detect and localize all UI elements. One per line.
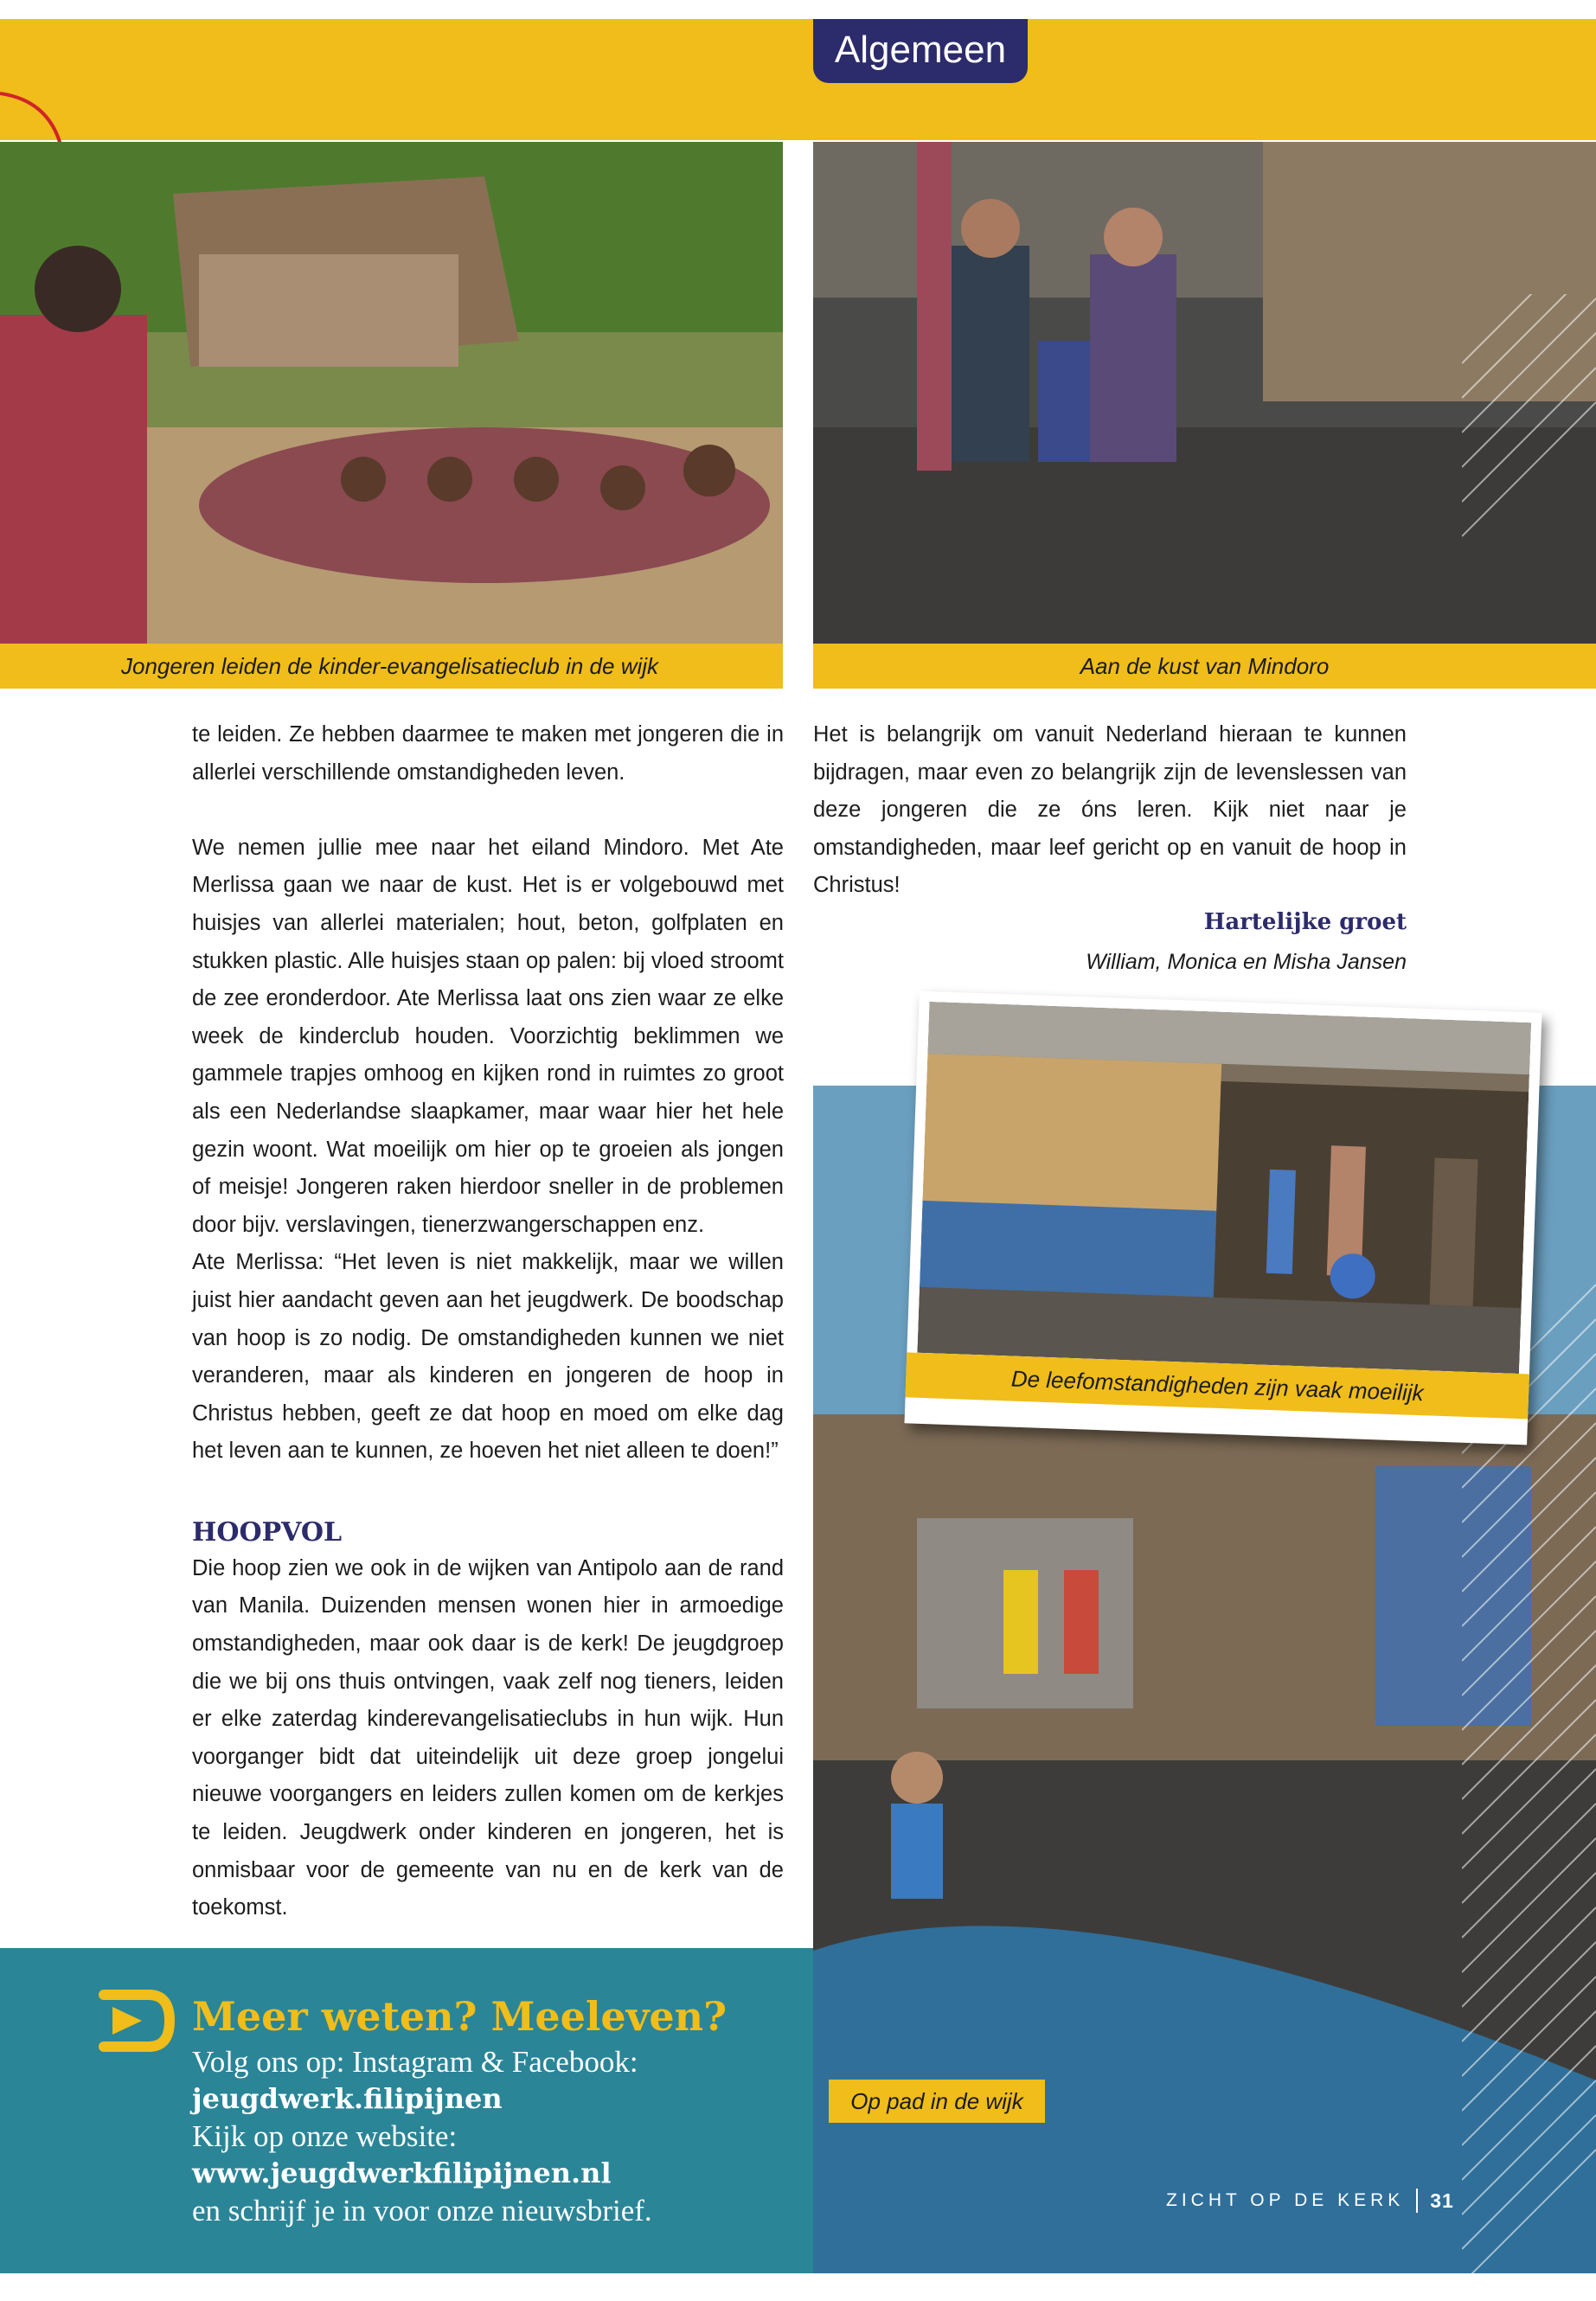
photo-kids-club [0,142,783,644]
paragraph: te leiden. Ze hebben daarmee te maken met jongeren die in allerlei verschillende omstandigheden leven. [192,722,784,785]
polaroid-frame [904,991,1542,1445]
author-names: William, Monica en Misha Jansen [1086,950,1407,974]
caption-photo1: Jongeren leiden de kinder-evangelisatieclub in de wijk [0,644,783,689]
magazine-name: ZICHT OP DE KERK [1166,2190,1405,2210]
promo-text [192,2043,798,2229]
caption-photo2: Aan de kust van Mindoro [813,644,1596,689]
paragraph: We nemen jullie mee naar het eiland Mindoro. Met Ate Merlissa gaan we naar de kust. Het is er volgebouwd met huisjes van allerlei materialen; hout, beton, golfplaten en stukken plastic. Alle huisjes staan op palen: bij vloed stroomt de zee eronderdoor. Ate Merlissa laat ons zien waar ze elke week de kinderclub houden. Voorzichtig beklimmen we gammele trapjes omhoog en kijken rond in ruimtes zo groot als een Nederlandse slaapkamer, maar waar hier het hele gezin woont. Wat moeilijk om hier op te groeien als jongen of meisje! Jongeren raken hierdoor sneller in de problemen door bijv. verslavingen, tienerzwangerschappen enz. [192,835,784,1237]
promo-line: Kijk op onze website: [192,2119,458,2153]
promo-line: Volg ons op: Instagram & Facebook: [192,2045,638,2079]
footer-divider [1416,2189,1418,2213]
paragraph: Ate Merlissa: “Het leven is niet makkelijk, maar we willen juist hier aandacht geven aan het jeugdwerk. De boodschap van hoop is zo nodig. De omstandigheden kunnen we niet veranderen, maar als kinderen en jongeren de hoop in Christus hebben, geeft ze dat hoop en moed om elke dag het leven aan te kunnen, ze hoeven het niet alleen te doen!” [192,1250,784,1464]
caption-photo4: Op pad in de wijk [829,2080,1045,2123]
left-column-text [192,716,784,1927]
website-link[interactable]: www.jeugdwerkfilipijnen.nl [192,2157,612,2189]
section-heading: HOOPVOL [192,1516,343,1548]
paragraph: Het is belangrijk om vanuit Nederland hieraan te kunnen bijdragen, maar even zo belangrijk zijn de levenslessen van deze jongeren die ze óns leren. Kijk niet naar je omstandigheden, maar leef gericht op en vanuit de hoop in Christus! [813,722,1407,898]
section-tab: Algemeen [813,19,1028,83]
promo-line: en schrijf je in voor onze nieuwsbrief. [192,2194,652,2227]
right-column-text [813,716,1407,905]
promo-title: Meer weten? Meeleven? [192,1993,727,2040]
page-footer [1166,2189,1454,2213]
page-number: 31 [1430,2189,1454,2212]
paragraph: Die hoop zien we ook in de wijken van Antipolo aan de rand van Manila. Duizenden mensen wonen hier in armoedige omstandigheden, maar ook daar is de kerk! De jeugdgroep die we bij ons thuis ontvingen, vaak zelf nog tieners, leiden er elke zaterdag kinderevangelisatieclubs in hun wijk. Hun voorganger bidt dat uiteindelijk uit deze groep jongelui nieuwe voorgangers en leiders zullen komen om de kerkjes te leiden. Jeugdwerk onder kinderen en jongeren, het is onmisbaar voor de gemeente van nu en de kerk van de toekomst. [192,1555,784,1920]
instagram-handle-link[interactable]: jeugdwerk.filipijnen [192,2082,503,2115]
caption-photo3: De leefomstandigheden zijn vaak moeilijk [906,1352,1529,1419]
greeting: Hartelijke groet [1203,909,1407,935]
top-banner [0,19,1596,140]
photo-living-conditions [917,1002,1531,1374]
arrow-icon [97,1988,175,2054]
